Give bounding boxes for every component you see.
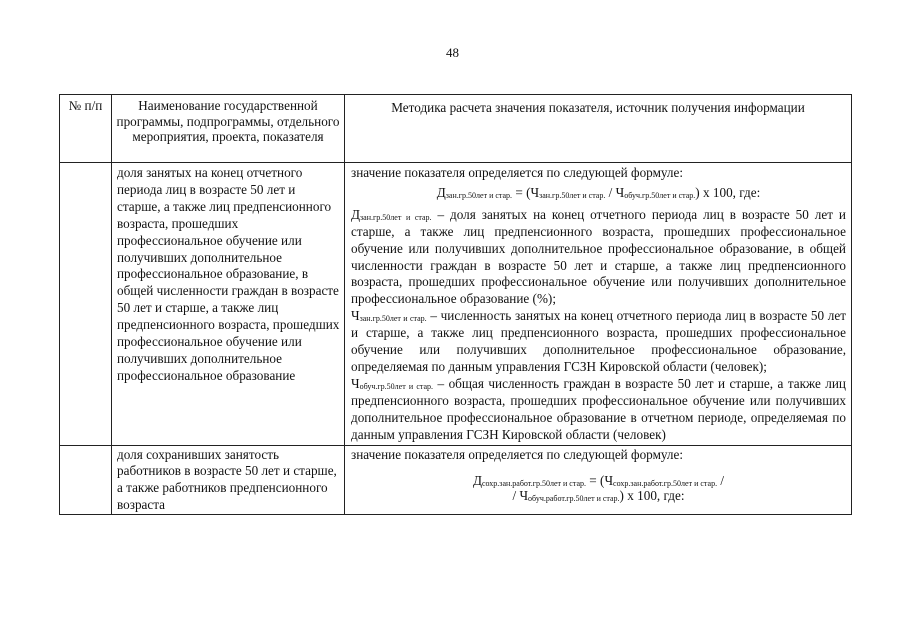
header-method: Методика расчета значения показателя, источник получения информации — [345, 95, 852, 163]
table-row — [60, 445, 852, 515]
row1-indicator-name: доля занятых на конец отчетного периода лиц в возрасте 50 лет и старше, а также лиц предпенсионного возраста, прошедших профессиональное обучение или получивших дополнительное профессиональное образование, в общей численности граждан в возрасте 50 лет и старше, а также лиц предпенсионного возраста, прошедших профессиональное обучение или получивших дополнительное профессиональное образование — [112, 163, 345, 446]
row1-definition-ch-employed: $Ч_{зан.гр.50лет и стар.}$ – численность занятых на конец отчетного периода лиц в возрасте 50 лет и старше, а также лиц предпенсионного возраста, прошедших профессиональное обучение или получивших дополнительное профессиональное образование, определяемая по данным управления ГСЗН Кировской области (человек); — [351, 308, 847, 374]
row2-number — [60, 445, 112, 515]
table-header-row — [60, 95, 852, 163]
row2-method — [345, 445, 852, 515]
row2-intro: значение показателя определяется по следующей формуле: — [351, 446, 684, 462]
indicator-table — [59, 94, 852, 515]
row1-definition-d: $Д_{зан.гр.50лет и стар.}$ – доля занятых на конец отчетного периода лиц в возрасте 50 лет и старше, а также лиц предпенсионного возраста, прошедших профессиональное обучение или получивших дополнительное профессиональное образование, в общей численности граждан в возрасте 50 лет и старше, а также лиц предпенсионного возраста, прошедших профессиональное обучение или получивших дополнительное профессиональное образование (%); — [351, 206, 846, 307]
row1-definition-ch-trained: $Ч_{обуч.гр.50лет и стар.}$ – общая численность граждан в возрасте 50 лет и старше, а также лиц предпенсионного возраста, прошедших профессиональное обучение или получивших дополнительное профессиональное образование в отчетном периоде, определяемая по данным управления ГСЗН Кировской области (человек) — [351, 375, 846, 442]
row2-formula: $Д_{сохр.зан.работ.гр.50лет и стар.} = (Ч_{сохр.зан.работ.гр.50лет и стар.}$ / / $Ч_{обуч.работ.гр.50лет и стар.}$) х 100, где: — [472, 473, 725, 504]
table-row — [60, 163, 852, 446]
row1-number — [60, 163, 112, 446]
header-number: № п/п — [60, 95, 112, 163]
row1-method — [345, 163, 852, 446]
row1-intro: значение показателя определяется по следующей формуле: — [351, 165, 684, 180]
header-name: Наименование государственной программы, подпрограммы, отдельного мероприятия, проекта, показателя — [112, 95, 345, 163]
row1-formula: $Д_{зан.гр.50лет и стар.} = (Ч_{зан.гр.50лет и стар.} / Ч_{обуч.гр.50лет и стар.})$ х 100, где: — [436, 184, 761, 200]
page-number: 48 — [446, 45, 459, 60]
row2-indicator-name: доля сохранивших занятость работников в возрасте 50 лет и старше, а также работников предпенсионного возраста — [112, 445, 345, 515]
